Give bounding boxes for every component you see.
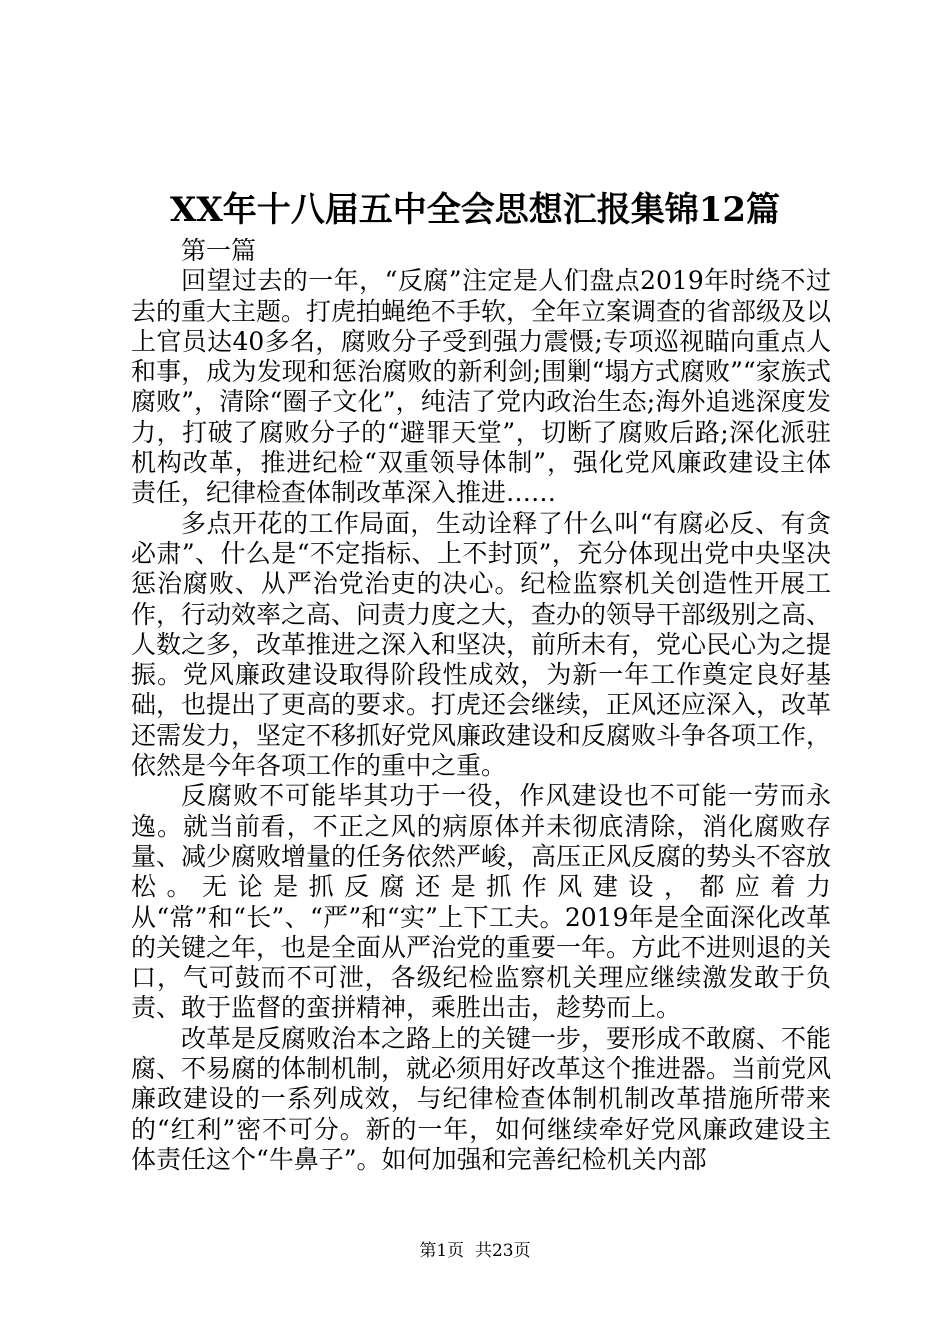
paragraph-4: 改革是反腐败治本之路上的关键一步，要形成不敢腐、不能腐、不易腐的体制机制，就必须用好改革这个推进器。当前党风廉政建设的一系列成效，与纪律检查体制机制改革措施所带来的“红利”密不可分。新的一年，如何继续牵好党风廉政建设主体责任这个“牛鼻子”。如何加强和完善纪检机关内部: [131, 1023, 832, 1174]
section-label: 第一篇: [181, 236, 257, 265]
document-body: [131, 236, 831, 1175]
paragraph-2: 多点开花的工作局面，生动诠释了什么叫“有腐必反、有贪必肃”、什么是“不定指标、上不封顶”，充分体现出党中央坚决惩治腐败、从严治党治吏的决心。纪检监察机关创造性开展工作，行动效率之高、问责力度之大，查办的领导干部级别之高、人数之多，改革推进之深入和坚决，前所未有，党心民心为之提振。党风廉政建设取得阶段性成效，为新一年工作奠定良好基础，也提出了更高的要求。打虎还会继续，正风还应深入，改革还需发力，坚定不移抓好党风廉政建设和反腐败斗争各项工作，依然是今年各项工作的重中之重。: [131, 508, 832, 781]
document-title: XX年十八届五中全会思想汇报集锦12篇: [169, 190, 781, 230]
paragraph-3: 反腐败不可能毕其功于一役，作风建设也不可能一劳而永逸。就当前看，不正之风的病原体并未彻底清除，消化腐败存量、减少腐败增量的任务依然严峻，高压正风反腐的势头不容放松。无论是抓反腐还是抓作风建设，都应着力从“常”和“长”、“严”和“实”上下工夫。2019年是全面深化改革的关键之年，也是全面从严治党的重要一年。方此不进则退的关口，气可鼓而不可泄，各级纪检监察机关理应继续激发敢于负责、敢于监督的蛮拼精神，乘胜出击，趁势而上。: [131, 781, 832, 1023]
page-footer: 第1页 共23页: [419, 1241, 531, 1261]
paragraph-1: 回望过去的一年，“反腐”注定是人们盘点2019年时绕不过去的重大主题。打虎拍蝇绝不手软，全年立案调查的省部级及以上官员达40多名，腐败分子受到强力震慑;专项巡视瞄向重点人和事，成为发现和惩治腐败的新利剑;围剿“塌方式腐败”“家族式腐败”，清除“圈子文化”，纯洁了党内政治生态;海外追逃深度发力，打破了腐败分子的“避罪天堂”，切断了腐败后路;深化派驻机构改革，推进纪检“双重领导体制”，强化党风廉政建设主体责任，纪律检查体制改革深入推进……: [131, 266, 832, 508]
